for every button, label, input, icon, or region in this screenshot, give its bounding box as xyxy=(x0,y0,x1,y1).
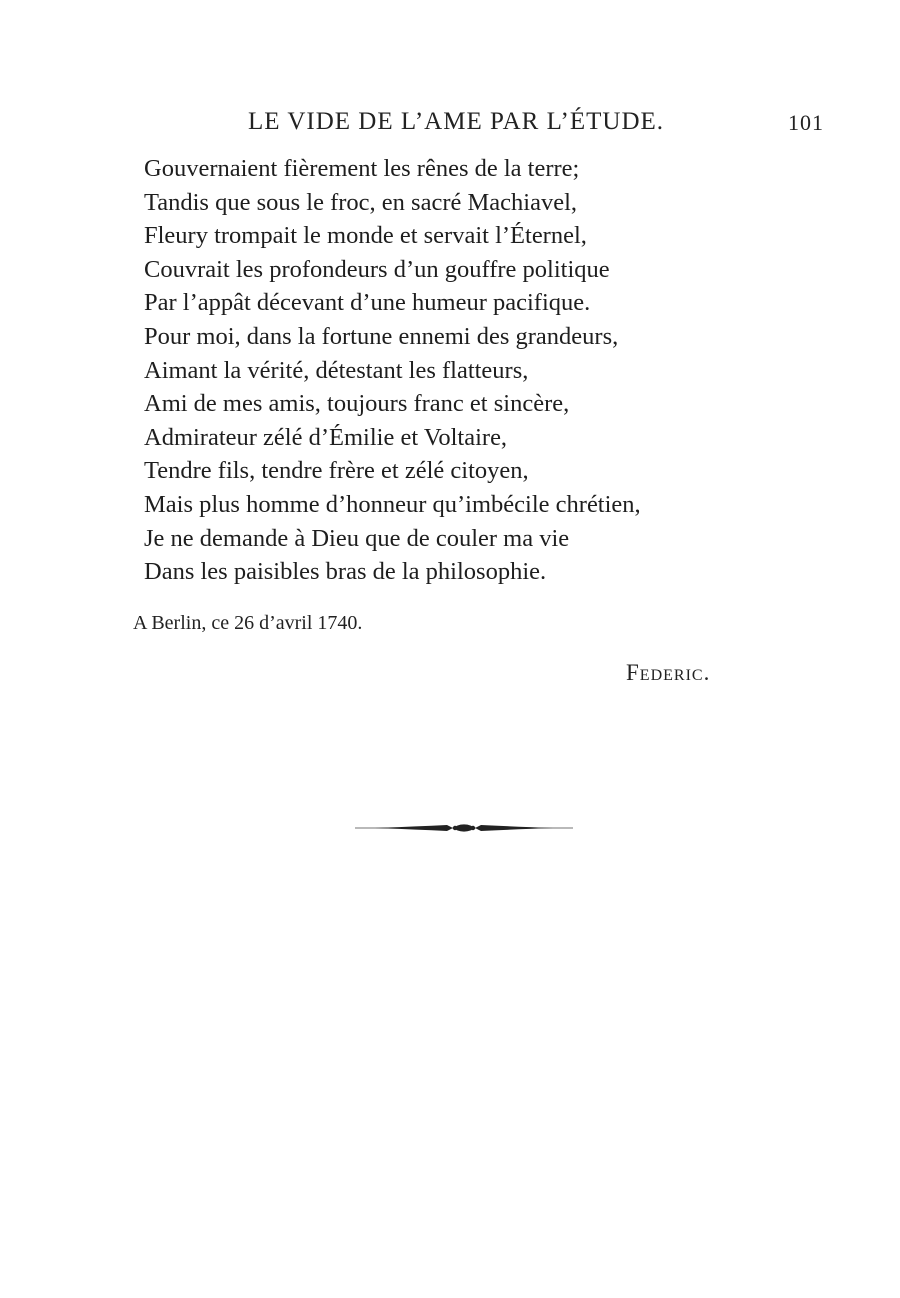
signature: Federic. xyxy=(626,660,711,685)
verse-line: Fleury trompait le monde et servait l’Éternel, xyxy=(144,222,587,250)
verse-line: Tendre fils, tendre frère et zélé citoyen, xyxy=(144,457,529,485)
running-title: LE VIDE DE L’AME PAR L’ÉTUDE. xyxy=(248,108,665,135)
verse-line: Pour moi, dans la fortune ennemi des grandeurs, xyxy=(144,322,619,350)
verse-line: Je ne demande à Dieu que de couler ma vie xyxy=(144,524,570,552)
verse-line: Couvrait les profondeurs d’un gouffre politique xyxy=(144,255,610,283)
verse-line: Dans les paisibles bras de la philosophie. xyxy=(144,558,547,586)
verse-line: Ami de mes amis, toujours franc et sincère, xyxy=(144,390,570,418)
verse-line: Tandis que sous le froc, en sacré Machiavel, xyxy=(144,188,577,216)
dateline: A Berlin, ce 26 d’avril 1740. xyxy=(133,612,363,634)
verse-line: Gouvernaient fièrement les rênes de la terre; xyxy=(144,155,580,182)
ornamental-rule-icon xyxy=(355,818,573,838)
verse-line: Mais plus homme d’honneur qu’imbécile chrétien, xyxy=(144,490,641,518)
verse-line: Par l’appât décevant d’une humeur pacifique. xyxy=(144,289,591,317)
verse-line: Aimant la vérité, détestant les flatteurs, xyxy=(144,356,529,384)
verse-line: Admirateur zélé d’Émilie et Voltaire, xyxy=(144,423,508,451)
poem-text xyxy=(144,152,641,589)
page-number: 101 xyxy=(788,110,824,135)
